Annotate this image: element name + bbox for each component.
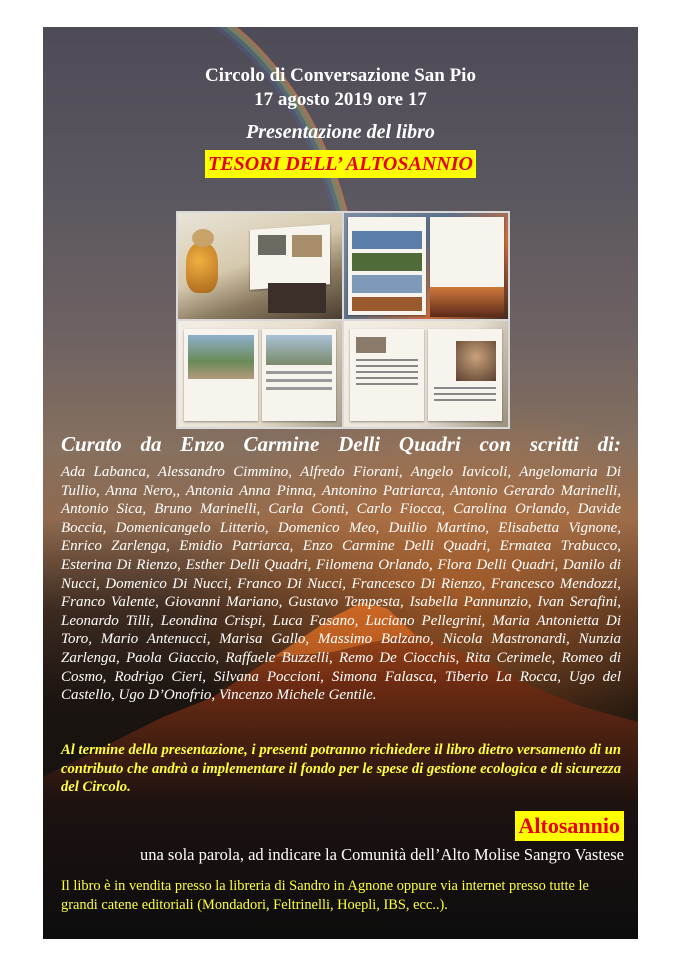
sale-information: Il libro è in vendita presso la libreria di Sandro in Agnone oppure via internet presso tutte le grandi catene editoriali (Mondadori, Feltrinelli, Hoepli, IBS, ecc..). — [61, 878, 589, 913]
curated-by-heading: Curato da Enzo Carmine Delli Quadri con scritti di: — [61, 432, 621, 456]
book-photo-collage — [176, 211, 510, 429]
organizer-name: Circolo di Conversazione San Pio — [205, 65, 476, 86]
presentation-note: Al termine della presentazione, i presenti potranno richiedere il libro dietro versamento di un contributo che andrà a implementare il fondo per le spese di gestione ecologica e di sicurezza del Circolo. — [61, 742, 621, 796]
event-date-time: 17 agosto 2019 ore 17 — [254, 89, 427, 110]
book-title: TESORI DELL’ ALTOSANNIO — [205, 150, 476, 178]
photo-book-on-table — [178, 213, 342, 319]
altosannio-brand: Altosannio — [515, 811, 624, 841]
photo-book-text-pages — [344, 321, 508, 427]
photo-book-village-pages — [178, 321, 342, 427]
photo-book-pages-landscapes — [344, 213, 508, 319]
authors-list: Ada Labanca, Alessandro Cimmino, Alfredo Fiorani, Angelo Iavicoli, Angelomaria Di Tullio, Anna Nero,, Antonia Anna Pinna, Antonino Patriarca, Antonio Gerardo Marinelli, Antonio Sica, Bruno Marinelli, Carla Conti, Carlo Fiocca, Carolina Orlando, Davide Boccia, Domenicangelo Litterio, Domenico Meo, Duilio Martino, Elisabetta Vignone, Enrico Zarlenga, Emidio Patriarca, Enzo Carmine Delli Quadri, Ermatea Trabucco, Esterina Di Rienzo, Esther Delli Quadri, Filomena Orlando, Flora Delli Quadri, Danilo di Nucci, Domenico Di Nucci, Franco Di Nucci, Francesco Di Rienzo, Francesco Mendozzi, Franco Valente, Giovanni Mariano, Gustavo Tempesta, Isabella Pannunzio, Ivan Serafini, Leonardo Tilli, Leondina Crispi, Luca Fasano, Luciano Pellegrini, Maria Antonietta Di Toro, Mario Antenucci, Marisa Gallo, Massimo Balzano, Nicola Mastronardi, Nunzia Zarlenga, Paola Giaccio, Raffaele Buzzelli, Remo De Ciocchis, Rita Cerimele, Romeo di Cosmo, Rodrigo Cieri, Silvana Poccioni, Simona Falasca, Tiberio La Rocca, Ugo del Castello, Ugo D’Onofrio, Vincenzo Michele Gentile. — [61, 464, 621, 704]
presentation-heading: Presentazione del libro — [246, 121, 435, 143]
event-poster — [43, 27, 638, 939]
community-tagline: una sola parola, ad indicare la Comunità dell’Alto Molise Sangro Vastese — [139, 845, 624, 864]
